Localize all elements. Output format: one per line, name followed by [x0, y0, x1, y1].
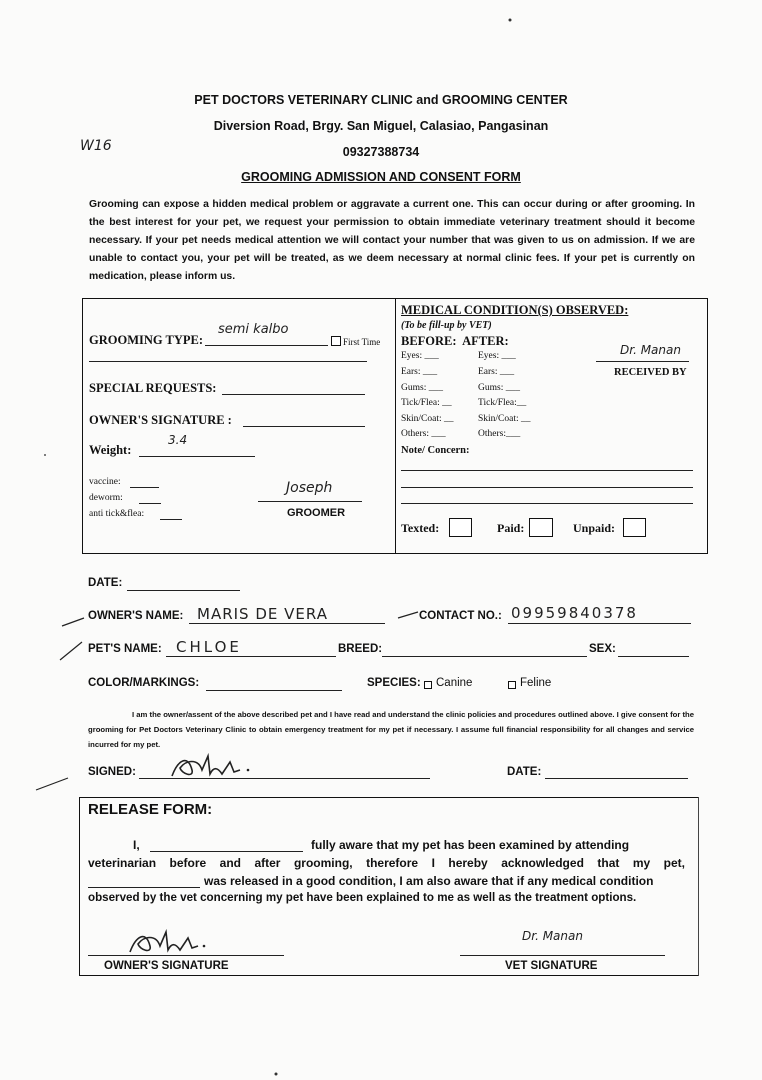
contact-value[interactable]: 09959840378: [511, 604, 638, 622]
signed-date-label: DATE:: [507, 766, 542, 778]
note-label: Note/ Concern:: [401, 445, 470, 456]
after-others: Others:___: [478, 429, 521, 439]
weight-label: Weight:: [89, 443, 132, 457]
received-by-label: RECEIVED BY: [614, 367, 687, 378]
before-after-header: BEFORE: AFTER:: [401, 334, 509, 348]
grooming-type-value[interactable]: semi kalbo: [218, 322, 289, 337]
pet-name-value[interactable]: CHLOE: [176, 638, 242, 656]
intro-paragraph: Grooming can expose a hidden medical problem or aggravate a current one. This can occur during or after grooming. In the best interest for your pet, we request your permission to obtain immediate veterinary treatment should it become necessary. If your pet needs medical attention we will contact your number that was given to us on admission. If we are unable to contact you, your pet will be treated, as we deem necessary at normal clinic fees. If your pet is currently on medication, please inform us.: [89, 199, 695, 282]
release-vet-sig-label: VET SIGNATURE: [505, 960, 598, 972]
release-title: RELEASE FORM:: [88, 801, 213, 818]
weight-value[interactable]: 3.4: [168, 433, 188, 447]
color-label: COLOR/MARKINGS:: [88, 677, 200, 689]
received-by-value[interactable]: Dr. Manan: [620, 343, 681, 357]
release-para-2: veterinarian before and after grooming, therefore I hereby acknowledged that my pet,: [88, 856, 685, 870]
after-tick: Tick/Flea:__: [478, 398, 527, 408]
antitick-label: anti tick&flea:: [89, 509, 145, 519]
vaccine-label: vaccine:: [89, 477, 121, 487]
clinic-address: Diversion Road, Brgy. San Miguel, Calasiao, Pangasinan: [213, 119, 549, 133]
before-gums: Gums: ___: [401, 383, 443, 393]
before-eyes: Eyes: ___: [401, 351, 439, 361]
after-skin: Skin/Coat: __: [478, 414, 531, 424]
sex-label: SEX:: [589, 643, 616, 655]
owner-signature-label: OWNER'S SIGNATURE :: [89, 413, 232, 427]
medical-title: MEDICAL CONDITION(S) OBSERVED:: [401, 303, 629, 317]
clinic-name: PET DOCTORS VETERINARY CLINIC and GROOMING CENTER: [194, 93, 568, 107]
release-para-1a: I,: [133, 838, 140, 852]
margin-note: W16: [80, 138, 112, 154]
groomer-value[interactable]: Joseph: [286, 480, 333, 496]
form-title: GROOMING ADMISSION AND CONSENT FORM: [241, 170, 521, 184]
paid-label: Paid:: [497, 521, 525, 535]
special-requests-label: SPECIAL REQUESTS:: [89, 381, 217, 395]
after-eyes: Eyes: ___: [478, 351, 516, 361]
owner-name-value[interactable]: MARIS DE VERA: [197, 605, 328, 623]
release-para-1b: fully aware that my pet has been examined by attending: [311, 838, 630, 852]
species-label: SPECIES:: [367, 677, 421, 689]
unpaid-label: Unpaid:: [573, 521, 616, 535]
feline-label: Feline: [520, 677, 552, 689]
before-tick: Tick/Flea: __: [401, 398, 452, 408]
release-para-4: observed by the vet concerning my pet have been explained to me as well as the treatment options.: [88, 891, 637, 904]
release-owner-sig-label: OWNER'S SIGNATURE: [104, 960, 229, 972]
after-ears: Ears: ___: [478, 367, 515, 377]
signed-label: SIGNED:: [88, 766, 136, 778]
before-ears: Ears: ___: [401, 367, 438, 377]
grooming-type-label: GROOMING TYPE:: [89, 333, 204, 347]
consent-paragraph: I am the owner/assent of the above described pet and I have read and understand the clinic policies and procedures outlined above. I give consent for the grooming for Pet Doctors Veterinary Clinic to obtain emergency treatment for my pet if necessary. I assume full financial responsibility for all changes and service incurred for my pet.: [88, 710, 694, 749]
date-label: DATE:: [88, 577, 123, 589]
vet-signature-value[interactable]: Dr. Manan: [522, 929, 583, 943]
clinic-phone: 09327388734: [342, 145, 420, 159]
medical-subtitle: (To be fill-up by VET): [401, 320, 492, 331]
texted-label: Texted:: [401, 521, 440, 535]
deworm-label: deworm:: [89, 493, 123, 503]
breed-label: BREED:: [338, 643, 383, 655]
contact-label: CONTACT NO.:: [419, 610, 502, 622]
owner-name-label: OWNER'S NAME:: [88, 610, 184, 622]
release-para-3: was released in a good condition, I am also aware that if any medical condition: [204, 874, 654, 888]
canine-label: Canine: [436, 677, 473, 689]
before-skin: Skin/Coat: __: [401, 414, 454, 424]
pet-name-label: PET'S NAME:: [88, 643, 162, 655]
first-time-label: First Time: [343, 337, 381, 347]
after-gums: Gums: ___: [478, 383, 520, 393]
before-others: Others: ___: [401, 429, 446, 439]
groomer-label: GROOMER: [287, 507, 346, 519]
